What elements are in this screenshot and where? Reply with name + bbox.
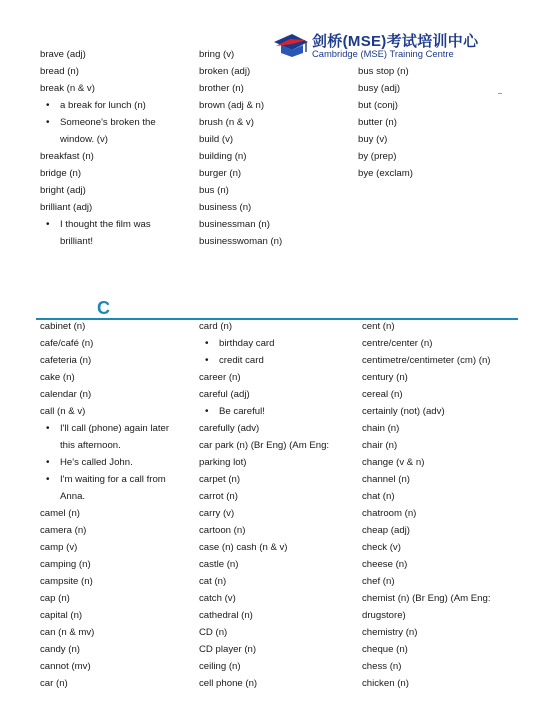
section-c-column-1 <box>40 318 169 692</box>
word-entry: cap (n) <box>40 593 70 604</box>
word-entry: career (n) <box>199 372 241 383</box>
word-entry: bread (n) <box>40 66 79 77</box>
word-entry: cake (n) <box>40 372 75 383</box>
logo-chinese-text: 剑桥(MSE)考试培训中心 <box>312 33 479 50</box>
word-entry: brilliant (adj) <box>40 202 93 213</box>
word-entry: businessman (n) <box>199 219 270 230</box>
word-entry: centimetre/centimeter (cm) (n) <box>362 355 491 366</box>
word-entry: ceiling (n) <box>199 661 241 672</box>
word-entry: busy (adj) <box>358 83 401 94</box>
example-item: • Be careful! <box>199 403 329 420</box>
word-entry: chicken (n) <box>362 678 409 689</box>
word-entry: build (v) <box>199 134 234 145</box>
word-entry: breakfast (n) <box>40 151 94 162</box>
word-entry: cent (n) <box>362 321 395 332</box>
word-entry: bus (n) <box>199 185 229 196</box>
word-entry: bye (exclam) <box>358 168 413 179</box>
word-entry: bring (v) <box>199 49 235 60</box>
divider <box>498 93 502 94</box>
word-entry: by (prep) <box>358 151 397 162</box>
section-b-column-1 <box>40 46 156 250</box>
word-entry: drugstore) <box>362 610 406 621</box>
word-entry: carry (v) <box>199 508 235 519</box>
word-entry: bright (adj) <box>40 185 86 196</box>
logo-english-text: Cambridge (MSE) Training Centre <box>312 48 454 59</box>
word-entry: carefully (adv) <box>199 423 260 434</box>
section-b-column-3 <box>358 63 413 182</box>
word-entry: channel (n) <box>362 474 410 485</box>
word-entry: brother (n) <box>199 83 244 94</box>
word-entry: break (n & v) <box>40 83 95 94</box>
word-entry: certainly (not) (adv) <box>362 406 445 417</box>
word-entry: camp (v) <box>40 542 78 553</box>
word-entry: chat (n) <box>362 491 395 502</box>
word-entry: catch (v) <box>199 593 236 604</box>
word-entry: chatroom (n) <box>362 508 417 519</box>
word-entry: CD (n) <box>199 627 228 638</box>
word-entry: cafe/café (n) <box>40 338 94 349</box>
word-entry: castle (n) <box>199 559 239 570</box>
example-item: • birthday card <box>199 335 329 352</box>
word-entry: CD player (n) <box>199 644 257 655</box>
word-entry: brown (adj & n) <box>199 100 265 111</box>
word-entry: call (n & v) <box>40 406 86 417</box>
word-entry: brush (n & v) <box>199 117 254 128</box>
word-entry: cannot (mv) <box>40 661 91 672</box>
word-entry: century (n) <box>362 372 408 383</box>
word-entry: camel (n) <box>40 508 80 519</box>
example-item: • I'll call (phone) again later <box>40 420 169 437</box>
word-entry: broken (adj) <box>199 66 251 77</box>
word-entry: cartoon (n) <box>199 525 246 536</box>
word-entry: car park (n) (Br Eng) (Am Eng: <box>199 440 330 451</box>
word-entry: camping (n) <box>40 559 91 570</box>
word-entry: cat (n) <box>199 576 227 587</box>
word-entry: centre/center (n) <box>362 338 433 349</box>
example-item: • I thought the film was <box>40 216 156 233</box>
word-entry: camera (n) <box>40 525 87 536</box>
word-entry: capital (n) <box>40 610 83 621</box>
word-entry: chain (n) <box>362 423 400 434</box>
example-continuation: Anna. <box>60 491 86 502</box>
example-continuation: brilliant! <box>60 236 94 247</box>
word-entry: buy (v) <box>358 134 388 145</box>
word-entry: building (n) <box>199 151 247 162</box>
word-entry: businesswoman (n) <box>199 236 283 247</box>
word-entry: can (n & mv) <box>40 627 95 638</box>
example-item: • He's called John. <box>40 454 169 471</box>
word-entry: cheese (n) <box>362 559 408 570</box>
word-entry: change (v & n) <box>362 457 425 468</box>
cambridge-mse-logo <box>272 28 482 62</box>
word-entry: check (v) <box>362 542 401 553</box>
word-entry: calendar (n) <box>40 389 92 400</box>
word-entry: cheque (n) <box>362 644 408 655</box>
example-item: • a break for lunch (n) <box>40 97 156 114</box>
word-entry: case (n) cash (n & v) <box>199 542 288 553</box>
word-entry: carrot (n) <box>199 491 238 502</box>
word-entry: bus stop (n) <box>358 66 409 77</box>
example-continuation: window. (v) <box>60 134 108 145</box>
word-entry: brave (adj) <box>40 49 86 60</box>
section-c-column-2 <box>199 318 329 692</box>
word-entry: chemist (n) (Br Eng) (Am Eng: <box>362 593 491 604</box>
word-entry: cafeteria (n) <box>40 355 92 366</box>
section-b-column-2 <box>199 46 282 250</box>
example-item: • credit card <box>199 352 329 369</box>
word-entry: card (n) <box>199 321 233 332</box>
word-entry: cereal (n) <box>362 389 403 400</box>
word-entry: careful (adj) <box>199 389 250 400</box>
word-entry: carpet (n) <box>199 474 241 485</box>
word-entry: cathedral (n) <box>199 610 253 621</box>
word-entry: car (n) <box>40 678 68 689</box>
word-entry: bridge (n) <box>40 168 82 179</box>
example-continuation: this afternoon. <box>60 440 121 451</box>
word-entry: but (conj) <box>358 100 398 111</box>
example-item: • Someone's broken the <box>40 114 156 131</box>
word-entry: cheap (adj) <box>362 525 410 536</box>
word-entry: butter (n) <box>358 117 397 128</box>
word-entry: campsite (n) <box>40 576 93 587</box>
word-entry: candy (n) <box>40 644 80 655</box>
word-entry: chef (n) <box>362 576 395 587</box>
word-entry: chair (n) <box>362 440 398 451</box>
section-c-heading: C <box>97 298 110 318</box>
word-entry: burger (n) <box>199 168 242 179</box>
word-entry: chess (n) <box>362 661 402 672</box>
example-item: • I'm waiting for a call from <box>40 471 169 488</box>
word-entry: cabinet (n) <box>40 321 86 332</box>
word-entry: business (n) <box>199 202 252 213</box>
word-entry: cell phone (n) <box>199 678 258 689</box>
word-entry: parking lot) <box>199 457 247 468</box>
section-c-column-3 <box>362 318 490 692</box>
word-entry: chemistry (n) <box>362 627 418 638</box>
